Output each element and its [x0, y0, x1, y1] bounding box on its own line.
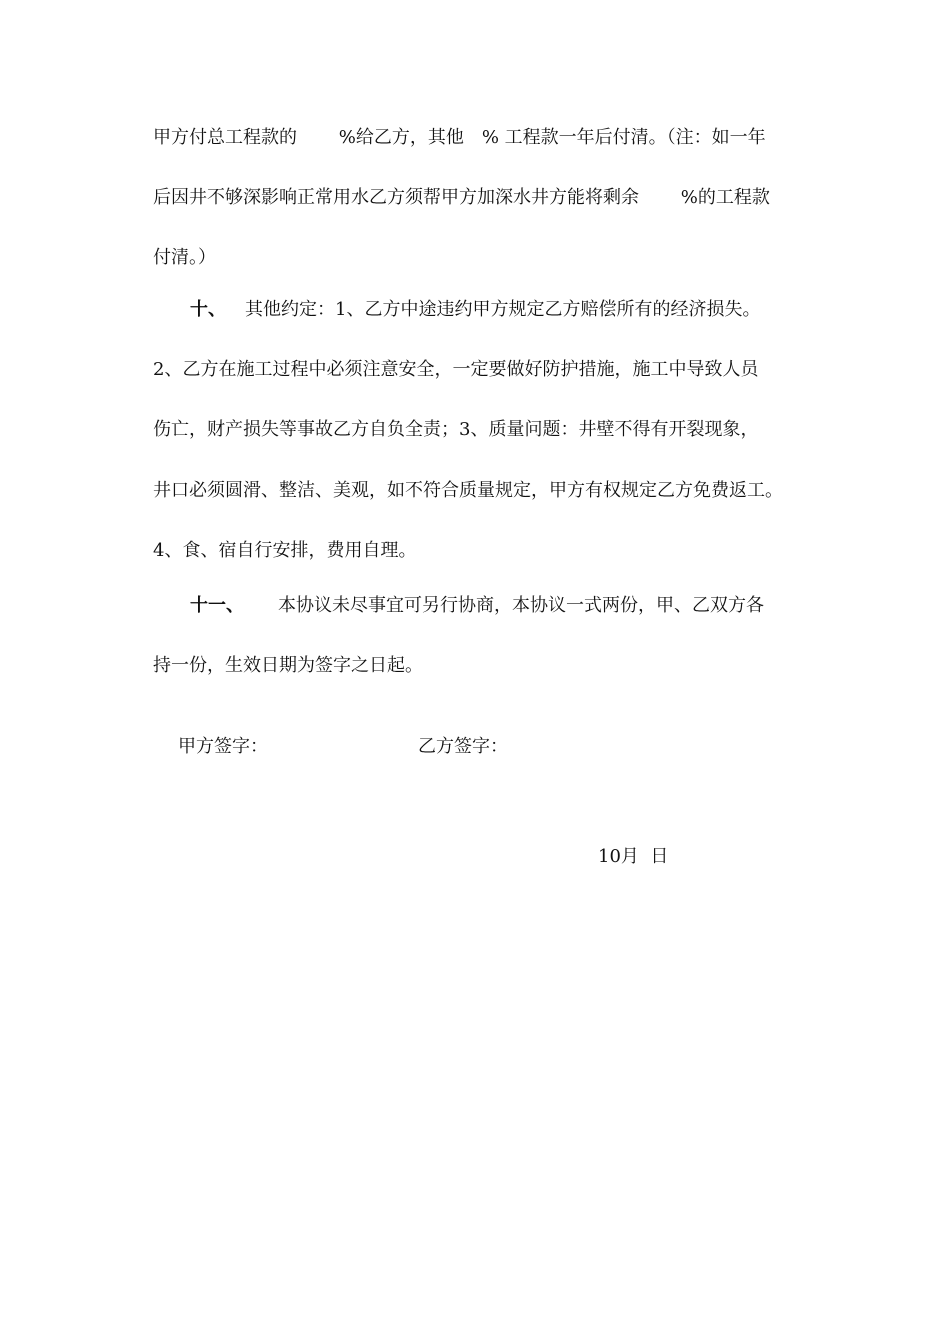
party-a-signature-label: 甲方签字：	[178, 736, 268, 757]
party-b-signature-label: 乙方签字：	[418, 736, 508, 757]
payment-clause-line-2: 后因井不够深影响正常用水乙方须帮甲方加深水井方能将剩余 %的工程款	[153, 187, 770, 208]
section-ten-line-2: 伤亡，财产损失等事故乙方自负全责；3、质量问题：井壁不得有开裂现象，	[153, 419, 759, 440]
section-ten-line-4: 4、食、宿自行安排，费用自理。	[153, 540, 417, 561]
payment-clause-line-1: 甲方付总工程款的 %给乙方，其他 % 工程款一年后付清。（注：如一年	[153, 127, 766, 148]
payment-clause-line-3: 付清。）	[153, 247, 216, 268]
section-ten-line-3: 井口必须圆滑、整洁、美观，如不符合质量规定，甲方有权规定乙方免费返工。	[153, 480, 783, 501]
section-ten-heading: 十、	[190, 299, 226, 320]
section-eleven-heading: 十一、	[190, 595, 244, 616]
section-ten-line-1: 2、乙方在施工过程中必须注意安全，一定要做好防护措施，施工中导致人员	[153, 359, 759, 380]
signing-date: 10月 日	[598, 846, 669, 867]
section-eleven-first-line: 本协议未尽事宜可另行协商，本协议一式两份，甲、乙双方各	[278, 595, 764, 616]
section-eleven-line-1: 持一份，生效日期为签字之日起。	[153, 655, 423, 676]
section-ten-first-line: 其他约定：1、乙方中途违约甲方规定乙方赔偿所有的经济损失。	[245, 299, 761, 320]
